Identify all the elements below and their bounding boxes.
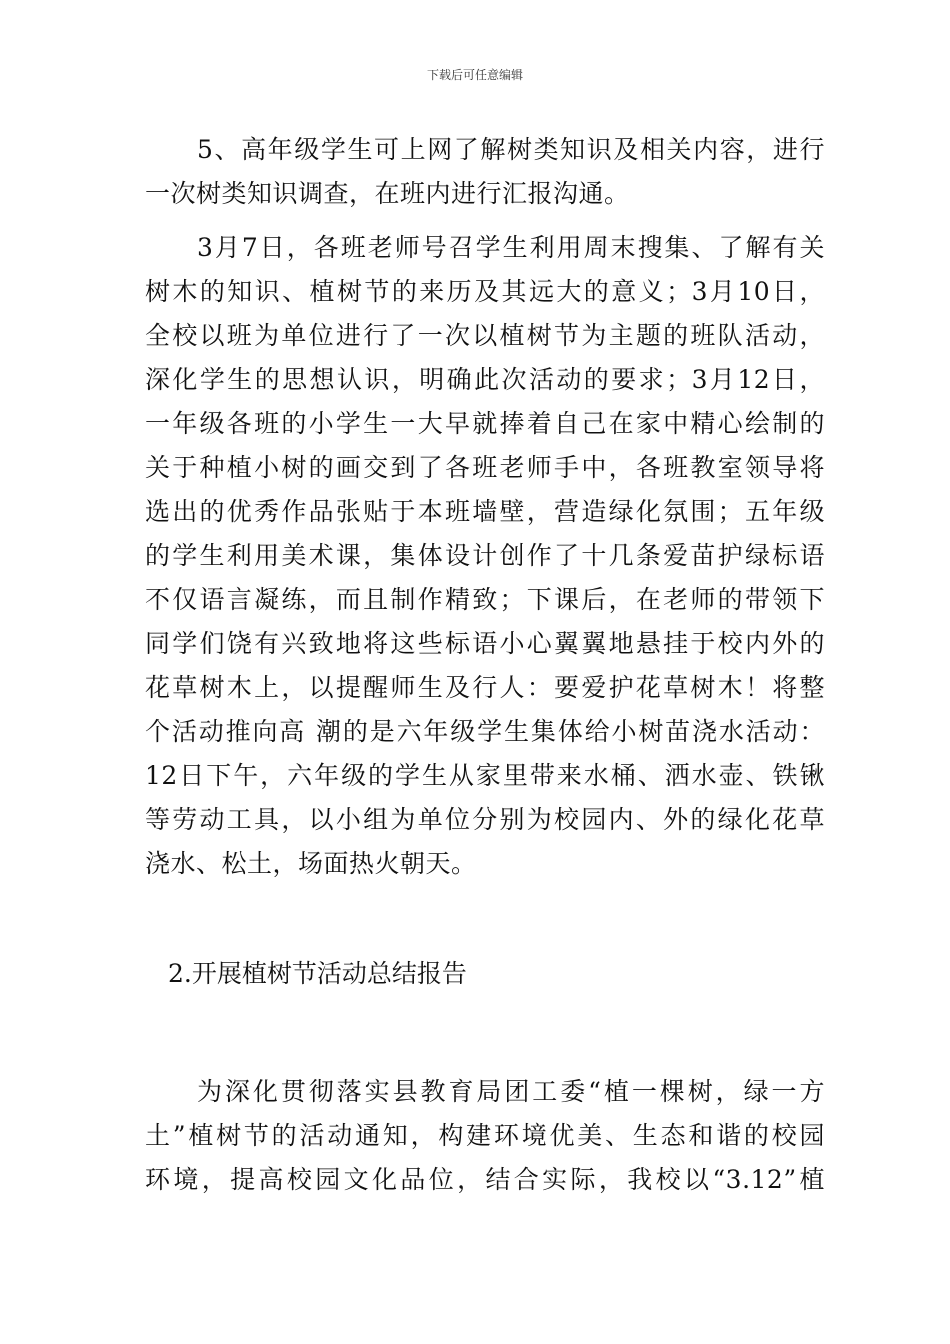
text-line: 环境，提高校园文化品位，结合实际，我校以“3.12”植 [145,1165,825,1194]
text-line: 个活动推向高 潮的是六年级学生集体给小树苗浇水活动： [145,717,825,746]
text-line: 一年级各班的小学生一大早就捧着自己在家中精心绘制的 [145,409,825,438]
text-line: 浇水、松土，场面热火朝天。 [145,849,477,878]
text-line: 等劳动工具，以小组为单位分别为校园内、外的绿化花草 [145,805,825,834]
text-line: 花草树木上，以提醒师生及行人：要爱护花草树木！将整 [145,673,825,702]
text-line: 12日下午，六年级的学生从家里带来水桶、洒水壶、铁锹 [145,761,825,790]
text-line: 土”植树节的活动通知，构建环境优美、生态和谐的校园 [145,1121,825,1150]
text-line: 关于种植小树的画交到了各班老师手中，各班教室领导将 [145,453,825,482]
text-line: 选出的优秀作品张贴于本班墙壁，营造绿化氛围；五年级 [145,497,825,526]
text-line: 全校以班为单位进行了一次以植树节为主题的班队活动， [145,321,825,350]
section-heading: 2.开展植树节活动总结报告 [168,959,467,988]
page-header: 下载后可任意编辑 [426,68,523,82]
text-line: 树木的知识、植树节的来历及其远大的意义；3月10日， [145,277,825,306]
text-line: 不仅语言凝练，而且制作精致；下课后，在老师的带领下 [145,585,825,614]
text-line: 一次树类知识调查，在班内进行汇报沟通。 [145,179,630,208]
paragraph-2 [145,226,825,886]
paragraph-3 [145,1070,825,1202]
text-line: 5、高年级学生可上网了解树类知识及相关内容，进行 [197,135,825,164]
text-line: 的学生利用美术课，集体设计创作了十几条爱苗护绿标语 [145,541,825,570]
text-line: 为深化贯彻落实县教育局团工委“植一棵树，绿一方 [197,1077,825,1106]
text-line: 同学们饶有兴致地将这些标语小心翼翼地悬挂于校内外的 [145,629,825,658]
text-line: 深化学生的思想认识，明确此次活动的要求；3月12日， [145,365,825,394]
text-line: 3月7日，各班老师号召学生利用周末搜集、了解有关 [197,233,825,262]
paragraph-1 [145,128,825,216]
